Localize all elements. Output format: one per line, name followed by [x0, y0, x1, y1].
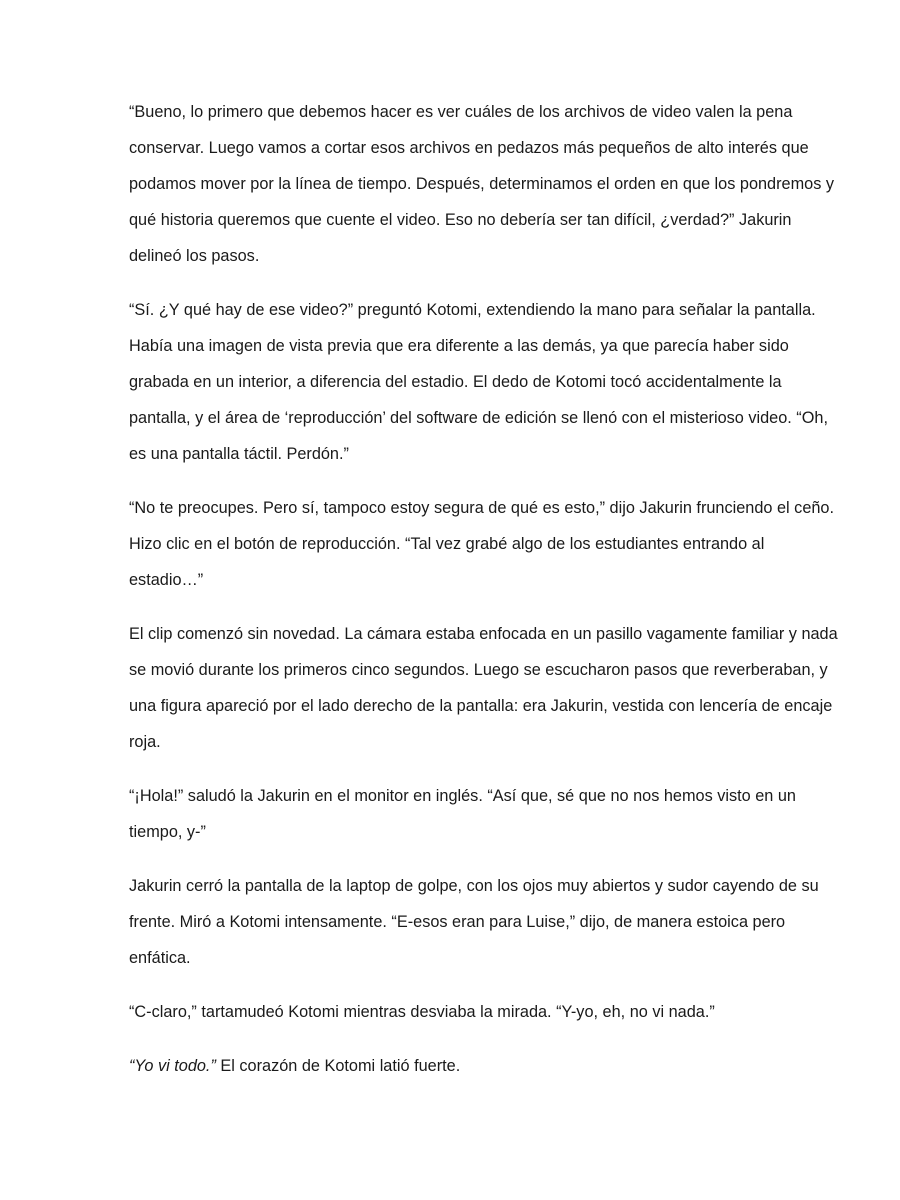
paragraph-4: El clip comenzó sin novedad. La cámara estaba enfocada en un pasillo vagamente familiar y nada se movió durante los primeros cinco segundos. Luego se escucharon pasos que reverberaban, y una figura apareció por el lado derecho de la pantalla: era Jakurin, vestida con lencería de encaje roja. — [129, 625, 838, 751]
paragraph-5: “¡Hola!” saludó la Jakurin en el monitor en inglés. “Así que, sé que no nos hemos visto en un tiempo, y-” — [129, 787, 796, 841]
paragraph-7: “C-claro,” tartamudeó Kotomi mientras desviaba la mirada. “Y-yo, eh, no vi nada.” — [129, 1003, 715, 1021]
paragraph-8 — [129, 1048, 840, 1084]
paragraph-3: “No te preocupes. Pero sí, tampoco estoy segura de qué es esto,” dijo Jakurin frunciendo el ceño. Hizo clic en el botón de reproducción. “Tal vez grabé algo de los estudiantes entrando al estadio…” — [129, 499, 835, 589]
paragraph-8-italic: “Yo vi todo.” — [129, 1057, 216, 1075]
paragraph-2: “Sí. ¿Y qué hay de ese video?” preguntó Kotomi, extendiendo la mano para señalar la pantalla. Había una imagen de vista previa que era diferente a las demás, ya que parecía haber sido grabada en un interior, a diferencia del estadio. El dedo de Kotomi tocó accidentalmente la pantalla, y el área de ‘reproducción’ del software de edición se llenó con el misterioso video. “Oh, es una pantalla táctil. Perdón.” — [129, 301, 828, 463]
paragraph-1: “Bueno, lo primero que debemos hacer es ver cuáles de los archivos de video valen la pena conservar. Luego vamos a cortar esos archivos en pedazos más pequeños de alto interés que podamos mover por la línea de tiempo. Después, determinamos el orden en que los pondremos y qué historia queremos que cuente el video. Eso no debería ser tan difícil, ¿verdad?” Jakurin delineó los pasos. — [129, 103, 835, 265]
paragraph-8-text: El corazón de Kotomi latió fuerte. — [215, 1057, 461, 1075]
paragraph-6: Jakurin cerró la pantalla de la laptop de golpe, con los ojos muy abiertos y sudor cayendo de su frente. Miró a Kotomi intensamente. “E-esos eran para Luise,” dijo, de manera estoica pero enfática. — [129, 877, 819, 967]
document-body — [129, 94, 840, 1084]
